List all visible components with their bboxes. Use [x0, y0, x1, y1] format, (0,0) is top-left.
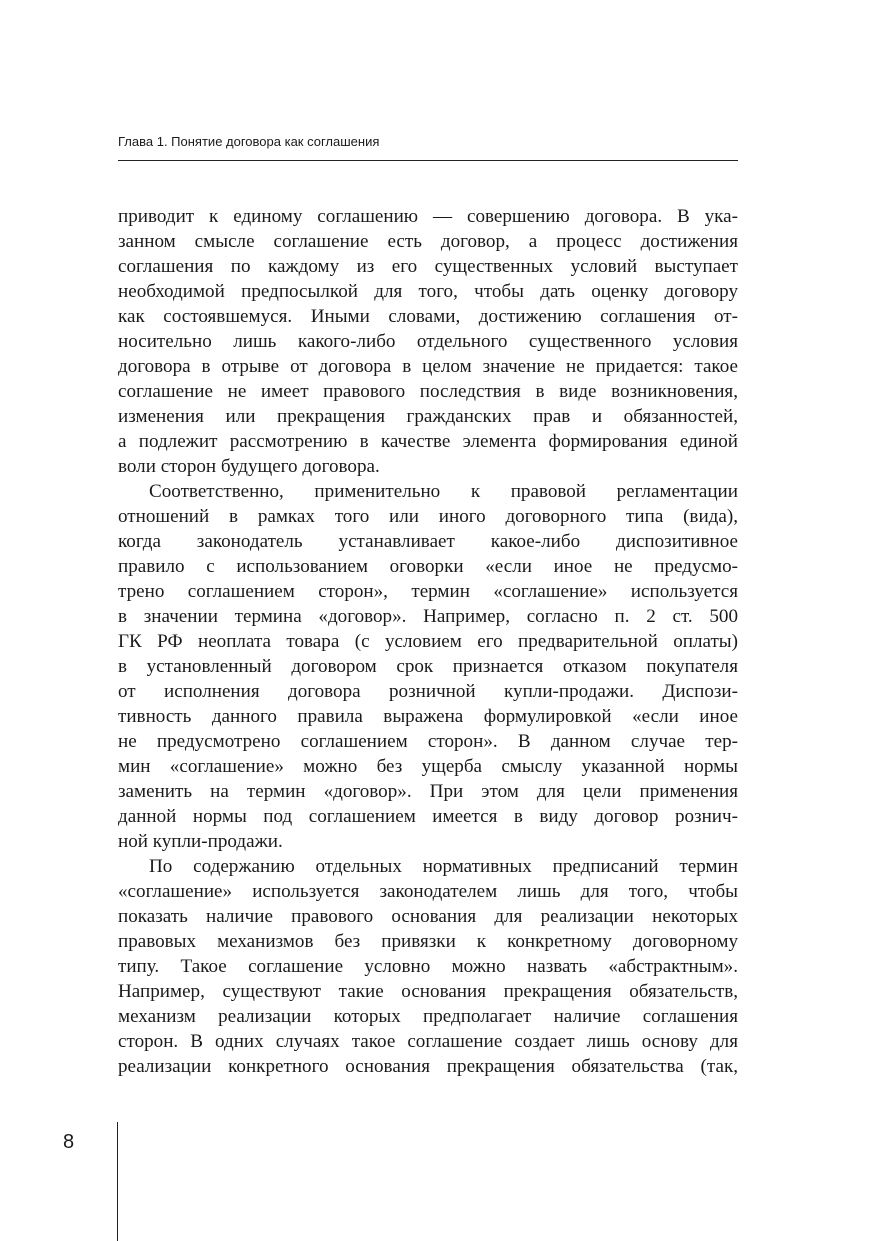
header-rule [118, 160, 738, 161]
page-number: 8 [63, 1131, 75, 1153]
text-line: мин «соглашение» можно без ущерба смыслу указанной нормы [118, 756, 738, 777]
text-line: необходимой предпосылкой для того, чтобы дать оценку договору [118, 281, 738, 302]
text-line: воли сторон будущего договора. [118, 456, 380, 477]
text-line: показать наличие правового основания для реализации некоторых [118, 906, 738, 927]
text-line: соглашения по каждому из его существенных условий выступает [118, 256, 738, 277]
text-line: данной нормы под соглашением имеется в виду договор рознич- [118, 806, 738, 827]
text-line: трено соглашением сторон», термин «соглашение» используется [118, 581, 738, 602]
text-line: договора в отрыве от договора в целом значение не придается: такое [118, 356, 738, 377]
paragraph-first-line: По содержанию отдельных нормативных предписаний термин [149, 856, 738, 877]
text-line: правовых механизмов без привязки к конкретному договорному [118, 931, 738, 952]
text-line: соглашение не имеет правового последствия в виде возникновения, [118, 381, 738, 402]
text-line: в значении термина «договор». Например, согласно п. 2 ст. 500 [118, 606, 738, 627]
text-line: правило с использованием оговорки «если иное не предусмо- [118, 556, 738, 577]
text-line: в установленный договором срок признается отказом покупателя [118, 656, 738, 677]
text-line: заменить на термин «договор». При этом для цели применения [118, 781, 738, 802]
text-line: «соглашение» используется законодателем лишь для того, чтобы [118, 881, 738, 902]
text-line: как состоявшемуся. Иными словами, достижению соглашения от- [118, 306, 738, 327]
text-line: когда законодатель устанавливает какое-либо диспозитивное [118, 531, 738, 552]
text-line: занном смысле соглашение есть договор, а процесс достижения [118, 231, 738, 252]
text-line: изменения или прекращения гражданских прав и обязанностей, [118, 406, 738, 427]
text-line: реализации конкретного основания прекращения обязательства (так, [118, 1056, 738, 1077]
text-line: от исполнения договора розничной купли-продажи. Диспози- [118, 681, 738, 702]
text-line: тивность данного правила выражена формулировкой «если иное [118, 706, 738, 727]
paragraph-first-line: Соответственно, применительно к правовой регламентации [149, 481, 738, 502]
text-line: приводит к единому соглашению — совершению договора. В ука- [118, 206, 738, 227]
text-line: не предусмотрено соглашением сторон». В данном случае тер- [118, 731, 738, 752]
running-head-title: Глава 1. Понятие договора как соглашения [118, 134, 380, 149]
text-line: сторон. В одних случаях такое соглашение создает лишь основу для [118, 1031, 738, 1052]
text-line: носительно лишь какого-либо отдельного существенного условия [118, 331, 738, 352]
text-line: ГК РФ неоплата товара (с условием его предварительной оплаты) [118, 631, 738, 652]
text-line: ной купли-продажи. [118, 831, 283, 852]
page-margin-rule [117, 1122, 118, 1241]
text-line: отношений в рамках того или иного договорного типа (вида), [118, 506, 738, 527]
text-line: Например, существуют такие основания прекращения обязательств, [118, 981, 738, 1002]
text-line: механизм реализации которых предполагает наличие соглашения [118, 1006, 738, 1027]
body-text [118, 204, 738, 1079]
text-line: а подлежит рассмотрению в качестве элемента формирования единой [118, 431, 738, 452]
text-line: типу. Такое соглашение условно можно назвать «абстрактным». [118, 956, 738, 977]
